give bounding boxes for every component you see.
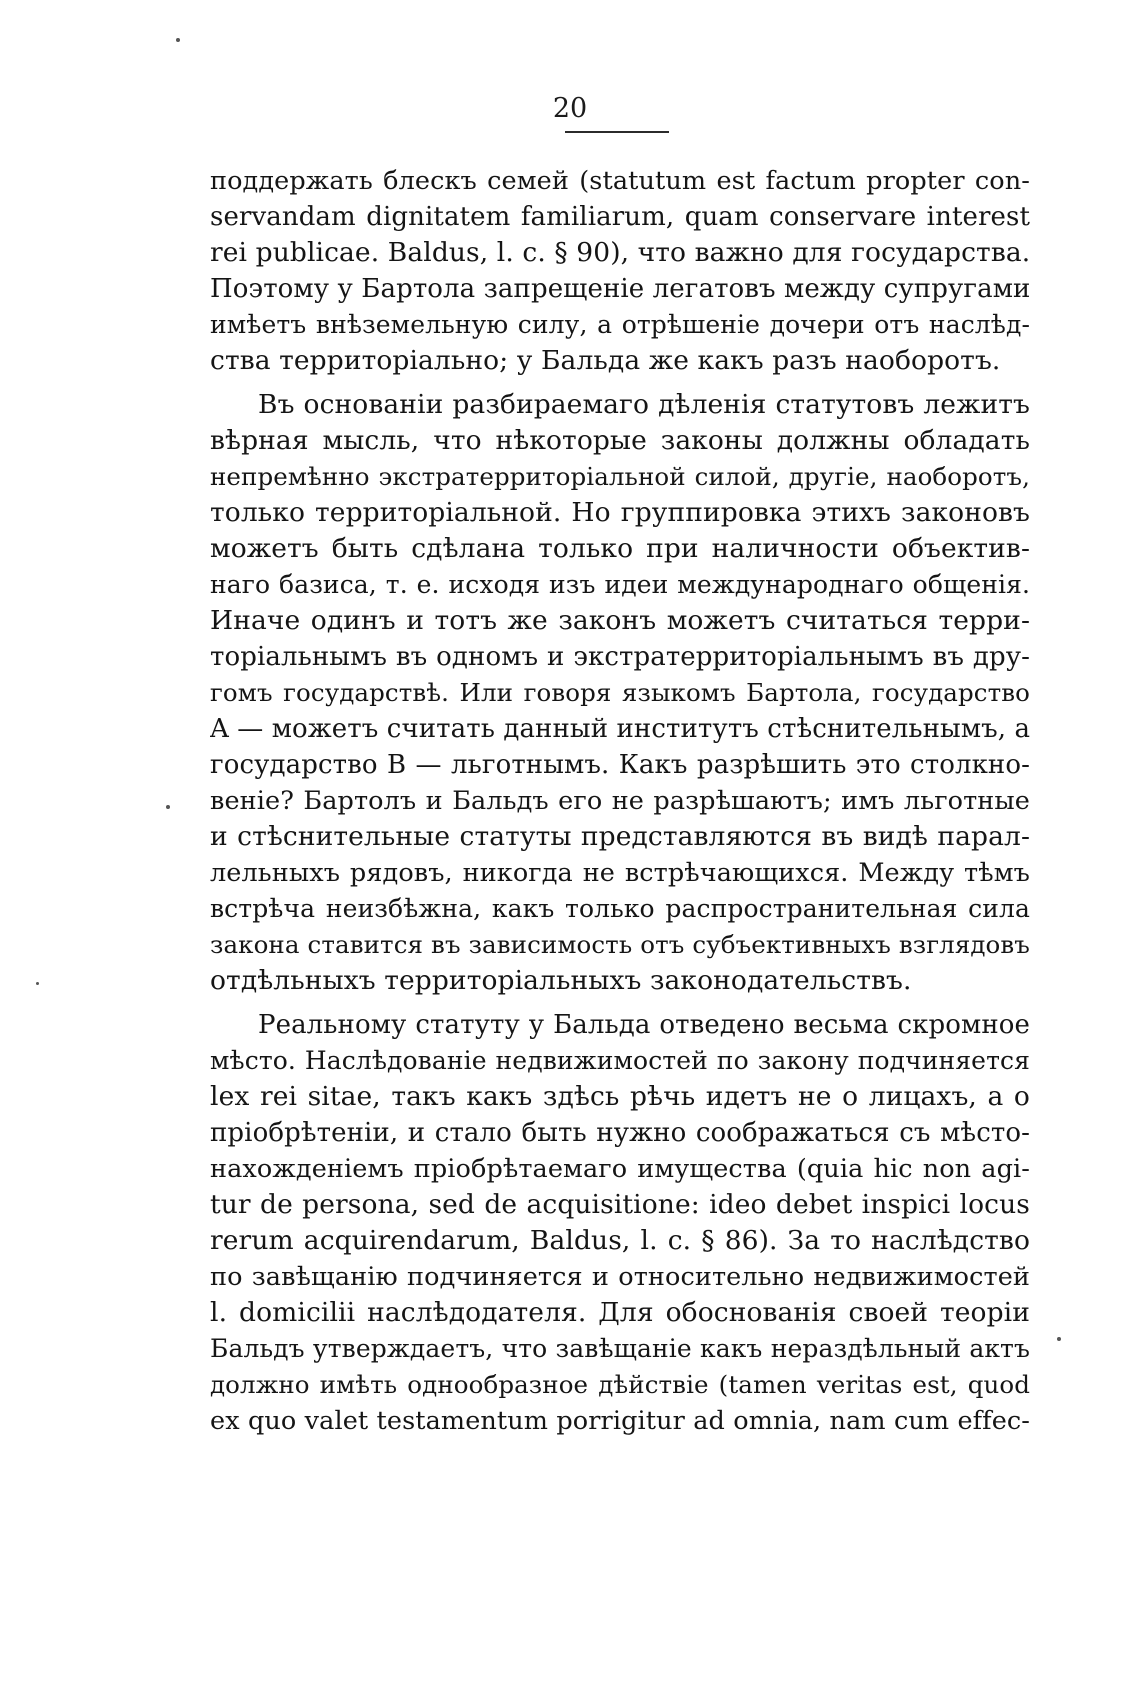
text-line: Бальдъ утверждаетъ, что завѣщаніе какъ нераздѣльный актъ [210, 1334, 1030, 1363]
text-line: отдѣльныхъ территоріальныхъ законодательствъ. [210, 965, 912, 996]
text-line: нахожденіемъ пріобрѣтаемаго имущества (quia hic non agi- [210, 1154, 1030, 1184]
text-line: только территоріальной. Но группировка этихъ законовъ [210, 497, 1030, 528]
text-line: веніе? Бартолъ и Бальдъ его не разрѣшаютъ; имъ льготные [210, 786, 1030, 816]
text-line: поддержать блескъ семей (statutum est factum propter con- [210, 166, 1030, 196]
scan-speck [36, 982, 39, 985]
page-number: 20 [552, 93, 588, 124]
text-line: закона ставится въ зависимость отъ субъективныхъ взглядовъ [210, 930, 1030, 959]
paragraph [210, 1007, 1030, 1439]
text-line: можетъ быть сдѣлана только при наличности объектив- [210, 533, 1030, 564]
paragraph-gap [210, 379, 1030, 387]
body-text [210, 163, 1030, 1439]
text-line: Поэтому у Бартола запрещеніе легатовъ между супругами [210, 274, 1030, 304]
scan-speck [1057, 1337, 1061, 1341]
text-line: lex rei sitae, такъ какъ здѣсь рѣчь идетъ не о лицахъ, а о [210, 1081, 1030, 1112]
paragraph-gap [210, 999, 1030, 1007]
text-line: имѣетъ внѣземельную силу, а отрѣшеніе дочери отъ наслѣд- [210, 310, 1030, 339]
text-line: A — можетъ считать данный институтъ стѣснительнымъ, а [210, 714, 1030, 744]
text-line: мѣсто. Наслѣдованіе недвижимостей по закону подчиняется [210, 1046, 1030, 1075]
text-line: государство B — льготнымъ. Какъ разрѣшить это столкно- [210, 750, 1030, 780]
text-line: торіальнымъ въ одномъ и экстратерриторіальнымъ въ дру- [210, 642, 1030, 672]
text-line: ства территоріально; у Бальда же какъ разъ наоборотъ. [210, 345, 1001, 376]
text-line: и стѣснительные статуты представляются въ видѣ парал- [210, 821, 1030, 852]
text-line: Реальному статуту у Бальда отведено весьма скромное [258, 1010, 1030, 1040]
scan-speck [166, 805, 170, 809]
text-line: l. domicilii наслѣдодателя. Для обоснованія своей теоріи [210, 1297, 1030, 1328]
text-line: по завѣщанію подчиняется и относительно недвижимостей [210, 1262, 1030, 1292]
paragraph [210, 163, 1030, 379]
text-line: гомъ государствѣ. Или говоря языкомъ Бартола, государство [210, 678, 1030, 707]
text-line: servandam dignitatem familiarum, quam conservare interest [210, 202, 1030, 232]
text-line: наго базиса, т. е. исходя изъ идеи международнаго общенія. [210, 570, 1030, 599]
scan-speck [176, 38, 180, 42]
text-line: rerum acquirendarum, Baldus, l. c. § 86). За то наслѣдство [210, 1225, 1030, 1256]
text-line: Иначе одинъ и тотъ же законъ можетъ считаться терри- [210, 605, 1030, 636]
text-line: вѣрная мысль, что нѣкоторые законы должны обладать [210, 425, 1030, 456]
text-line: лельныхъ рядовъ, никогда не встрѣчающихся. Между тѣмъ [210, 858, 1030, 888]
text-line: rei publicae. Baldus, l. c. § 90), что важно для государства. [210, 237, 1030, 268]
text-line: непремѣнно экстратерриторіальной силой, другіе, наоборотъ, [210, 462, 1030, 491]
page-number-rule [565, 131, 669, 133]
text-line: ex quo valet testamentum porrigitur ad omnia, nam cum effec- [210, 1406, 1030, 1436]
text-line: должно имѣть однообразное дѣйствіе (tamen veritas est, quod [210, 1370, 1030, 1399]
text-line: tur de persona, sed de acquisitione: ideo debet inspici locus [210, 1189, 1030, 1220]
paragraph [210, 387, 1030, 999]
text-line: встрѣча неизбѣжна, какъ только распространительная сила [210, 894, 1030, 923]
text-line: пріобрѣтеніи, и стало быть нужно соображаться съ мѣсто- [210, 1118, 1030, 1148]
text-line: Въ основаніи разбираемаго дѣленія статутовъ лежитъ [258, 389, 1030, 420]
